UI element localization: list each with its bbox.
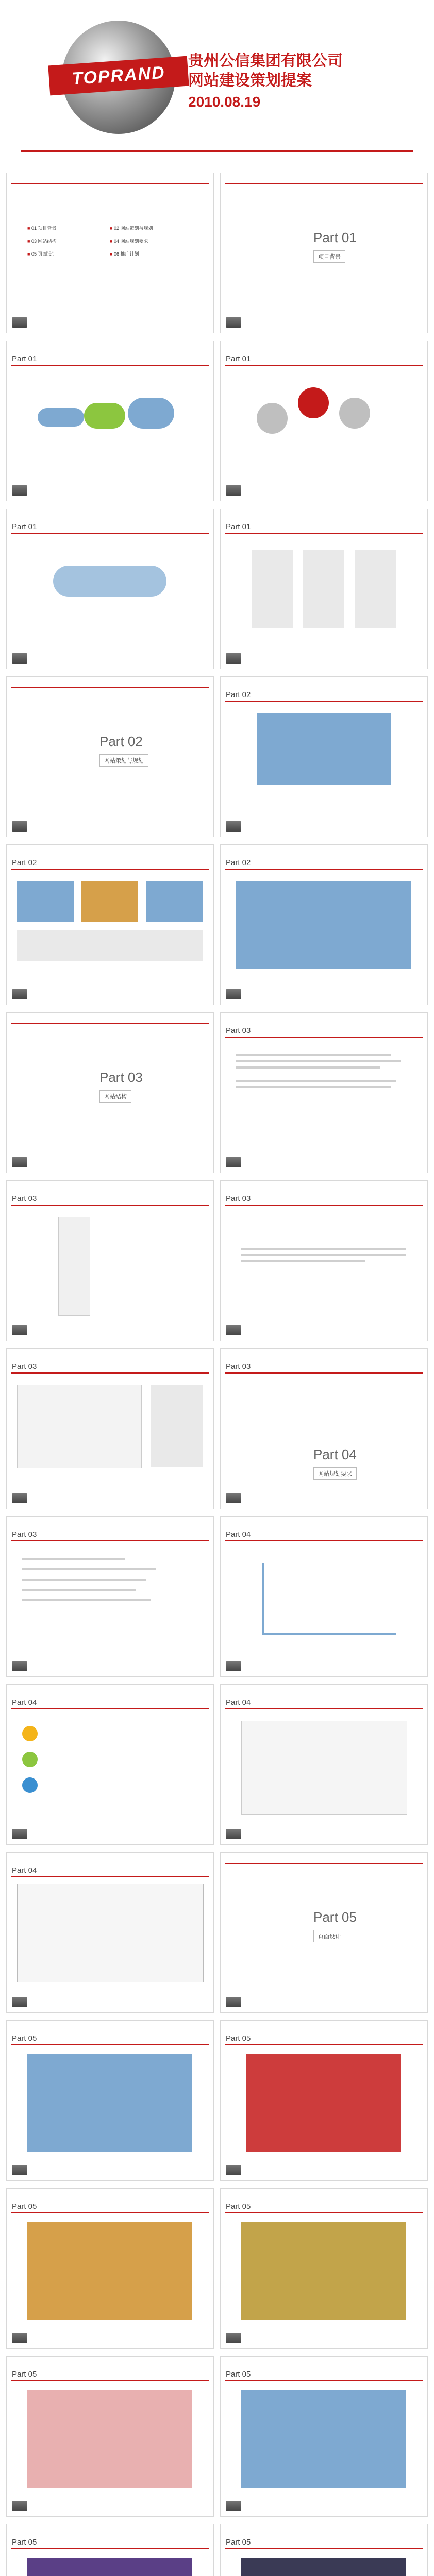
slide-part03-c — [220, 1180, 428, 1341]
slide-rule — [225, 365, 423, 366]
slide-logo — [226, 1829, 241, 1839]
thumb-image — [17, 881, 74, 922]
thumb-image — [81, 881, 138, 922]
diagram-node — [84, 403, 125, 429]
slide-part03-a — [220, 1012, 428, 1173]
text-line — [22, 1558, 125, 1560]
icon-bullet — [22, 1752, 38, 1767]
slide-rule — [11, 2044, 209, 2045]
cover-date: 2010.08.19 — [188, 94, 261, 110]
text-line — [241, 1260, 365, 1262]
slide-heading: Part 02 — [12, 858, 37, 867]
toc-item-2: ■ 02 网站策划与规划 — [110, 225, 153, 231]
slide-heading: Part 05 — [226, 2034, 251, 2043]
slide-part03-cover — [6, 1012, 214, 1173]
slide-rule — [11, 1023, 209, 1024]
slide-rule — [225, 2044, 423, 2045]
text-line — [22, 1579, 146, 1581]
slide-heading: Part 02 — [226, 690, 251, 699]
slide-rule — [11, 183, 209, 184]
slide-part03-d — [6, 1348, 214, 1509]
part-title: 页面设计 — [313, 1930, 345, 1942]
slide-rule — [11, 533, 209, 534]
slide-heading: Part 05 — [226, 2202, 251, 2211]
slide-rule — [11, 365, 209, 366]
slide-part05-f — [220, 2356, 428, 2517]
slide-logo — [226, 1661, 241, 1671]
slide-part05-cover — [220, 1852, 428, 2013]
slide-heading: Part 01 — [12, 354, 37, 363]
slide-rule — [225, 1708, 423, 1709]
text-line — [236, 1086, 391, 1088]
slide-part05-c — [6, 2188, 214, 2349]
slide-rule — [225, 1863, 423, 1864]
slide-part01-cover — [220, 173, 428, 333]
text-area — [17, 930, 203, 961]
slide-logo — [12, 1829, 27, 1839]
toc-item-3: ■ 03 网站结构 — [27, 238, 56, 244]
cover-slide — [0, 0, 434, 170]
diagram-circle — [339, 398, 370, 429]
slide-part03-e — [6, 1516, 214, 1677]
slide-heading: Part 04 — [12, 1866, 37, 1875]
slide-logo — [226, 317, 241, 328]
slide-rule — [225, 183, 423, 184]
text-column — [303, 550, 344, 628]
text-line — [236, 1080, 396, 1082]
thumb-image — [146, 881, 203, 922]
page-design-mock — [27, 2054, 192, 2152]
slide-part02-cover — [6, 676, 214, 837]
slide-rule — [11, 1540, 209, 1541]
slide-heading: Part 04 — [12, 1698, 37, 1707]
slide-part04-cover — [220, 1348, 428, 1509]
page-design-mock — [246, 2054, 401, 2152]
timeline-axis — [262, 1563, 264, 1635]
slide-logo — [12, 2333, 27, 2343]
slide-part05-a — [6, 2020, 214, 2181]
slide-part02-c — [220, 844, 428, 1005]
slide-part01-b — [220, 341, 428, 501]
slide-logo — [226, 821, 241, 832]
slide-rule — [225, 1205, 423, 1206]
toc-item-1: ■ 01 项目背景 — [27, 225, 56, 231]
text-column — [252, 550, 293, 628]
slide-logo — [12, 317, 27, 328]
part-heading: Part 02 — [99, 734, 143, 749]
slide-logo — [226, 2165, 241, 2175]
slide-rule — [225, 1540, 423, 1541]
toc-item-4: ■ 04 网站规划要求 — [110, 238, 148, 244]
slide-part05-h — [220, 2524, 428, 2576]
slide-heading: Part 02 — [226, 858, 251, 867]
slide-logo — [12, 989, 27, 999]
slide-logo — [226, 989, 241, 999]
slide-part04-b — [6, 1684, 214, 1845]
part-title: 网站结构 — [99, 1090, 131, 1103]
slide-logo — [226, 653, 241, 664]
slide-heading: Part 05 — [12, 2034, 37, 2043]
slide-heading: Part 03 — [226, 1362, 251, 1371]
part-title: 网站规划要求 — [313, 1467, 357, 1480]
part-heading: Part 04 — [313, 1447, 357, 1462]
slide-part04-d — [6, 1852, 214, 2013]
web-mockup — [17, 1385, 142, 1468]
slide-part01-c — [6, 509, 214, 669]
slide-rule — [11, 2380, 209, 2381]
slide-logo — [12, 485, 27, 496]
cover-divider — [21, 150, 413, 152]
toc-item-6: ■ 06 推广计划 — [110, 250, 139, 257]
slide-heading: Part 03 — [226, 1194, 251, 1203]
diagram-circle — [298, 387, 329, 418]
text-line — [236, 1060, 401, 1062]
slide-part05-e — [6, 2356, 214, 2517]
slide-rule — [11, 2548, 209, 2549]
slide-part01-d — [220, 509, 428, 669]
slide-rule — [11, 1372, 209, 1374]
slide-rule — [225, 1372, 423, 1374]
slide-heading: Part 03 — [12, 1530, 37, 1539]
slide-heading: Part 01 — [226, 354, 251, 363]
slide-rule — [11, 869, 209, 870]
text-line — [236, 1066, 380, 1069]
sitemap-tree — [58, 1217, 90, 1316]
slide-rule — [225, 2212, 423, 2213]
slide-heading: Part 05 — [226, 2370, 251, 2379]
slide-part01-a — [6, 341, 214, 501]
page-design-mock — [241, 2558, 406, 2576]
slide-part02-b — [6, 844, 214, 1005]
slide-logo — [12, 821, 27, 832]
slide-logo — [12, 2501, 27, 2511]
slide-heading: Part 04 — [226, 1698, 251, 1707]
icon-bullet — [22, 1726, 38, 1741]
requirements-table — [17, 1884, 204, 1982]
slide-logo — [12, 1325, 27, 1335]
part-title: 项目背景 — [313, 250, 345, 263]
slide-rule — [225, 701, 423, 702]
timeline-axis — [262, 1633, 396, 1635]
toc-item-5: ■ 05 页面设计 — [27, 250, 56, 257]
slide-logo — [12, 1157, 27, 1167]
slide-part02-a — [220, 676, 428, 837]
part-heading: Part 05 — [313, 1909, 357, 1925]
slide-rule — [225, 1037, 423, 1038]
slide-logo — [12, 653, 27, 664]
slide-grid — [0, 173, 434, 2576]
slide-part05-g — [6, 2524, 214, 2576]
slide-rule — [11, 687, 209, 688]
website-screenshot — [257, 713, 391, 785]
slide-logo — [12, 1493, 27, 1503]
slide-heading: Part 03 — [12, 1194, 37, 1203]
slide-heading: Part 03 — [226, 1026, 251, 1035]
slide-part04-a — [220, 1516, 428, 1677]
slide-logo — [226, 1325, 241, 1335]
text-area — [151, 1385, 203, 1467]
slide-logo — [12, 1997, 27, 2007]
website-screenshot — [236, 881, 411, 969]
text-line — [241, 1254, 406, 1256]
text-line — [241, 1248, 406, 1250]
text-line — [22, 1589, 136, 1591]
text-line — [236, 1054, 391, 1056]
page-design-mock — [241, 2222, 406, 2320]
diagram-flow — [53, 566, 166, 597]
part-heading: Part 03 — [99, 1070, 143, 1085]
slide-part05-b — [220, 2020, 428, 2181]
slide-logo — [12, 2165, 27, 2175]
slide-toc — [6, 173, 214, 333]
page-design-mock — [27, 2390, 192, 2488]
slide-logo — [226, 485, 241, 496]
text-line — [22, 1599, 151, 1601]
slide-logo — [226, 1997, 241, 2007]
slide-rule — [225, 869, 423, 870]
slide-part05-d — [220, 2188, 428, 2349]
part-heading: Part 01 — [313, 230, 357, 245]
diagram-circle — [257, 403, 288, 434]
page-design-mock — [241, 2390, 406, 2488]
page-design-mock — [27, 2222, 192, 2320]
slide-rule — [11, 1708, 209, 1709]
text-column — [355, 550, 396, 628]
slide-logo — [226, 2501, 241, 2511]
slide-logo — [12, 1661, 27, 1671]
slide-rule — [11, 2212, 209, 2213]
part-title: 网站策划与规划 — [99, 754, 148, 767]
cover-title-line1: 贵州公信集团有限公司 — [188, 53, 343, 70]
slide-logo — [226, 1493, 241, 1503]
slide-logo — [226, 2333, 241, 2343]
slide-heading: Part 05 — [12, 2538, 37, 2547]
slide-heading: Part 05 — [226, 2538, 251, 2547]
page-design-mock — [27, 2558, 192, 2576]
brand-logo: TOPRAND — [48, 56, 189, 96]
slide-heading: Part 03 — [12, 1362, 37, 1371]
slide-part04-c — [220, 1684, 428, 1845]
cover-title — [188, 52, 343, 91]
slide-heading: Part 01 — [12, 522, 37, 531]
slide-rule — [11, 1876, 209, 1877]
schedule-chart — [241, 1721, 407, 1815]
diagram-node — [128, 398, 174, 429]
slide-rule — [225, 2548, 423, 2549]
slide-heading: Part 05 — [12, 2370, 37, 2379]
text-line — [22, 1568, 156, 1570]
slide-heading: Part 01 — [226, 522, 251, 531]
icon-bullet — [22, 1777, 38, 1793]
slide-logo — [226, 1157, 241, 1167]
slide-part03-b — [6, 1180, 214, 1341]
cover-title-line2: 网站建设策划提案 — [188, 72, 312, 89]
slide-rule — [225, 533, 423, 534]
slide-heading: Part 05 — [12, 2202, 37, 2211]
slide-rule — [225, 2380, 423, 2381]
diagram-node — [38, 408, 84, 427]
slide-rule — [11, 1205, 209, 1206]
slide-heading: Part 04 — [226, 1530, 251, 1539]
